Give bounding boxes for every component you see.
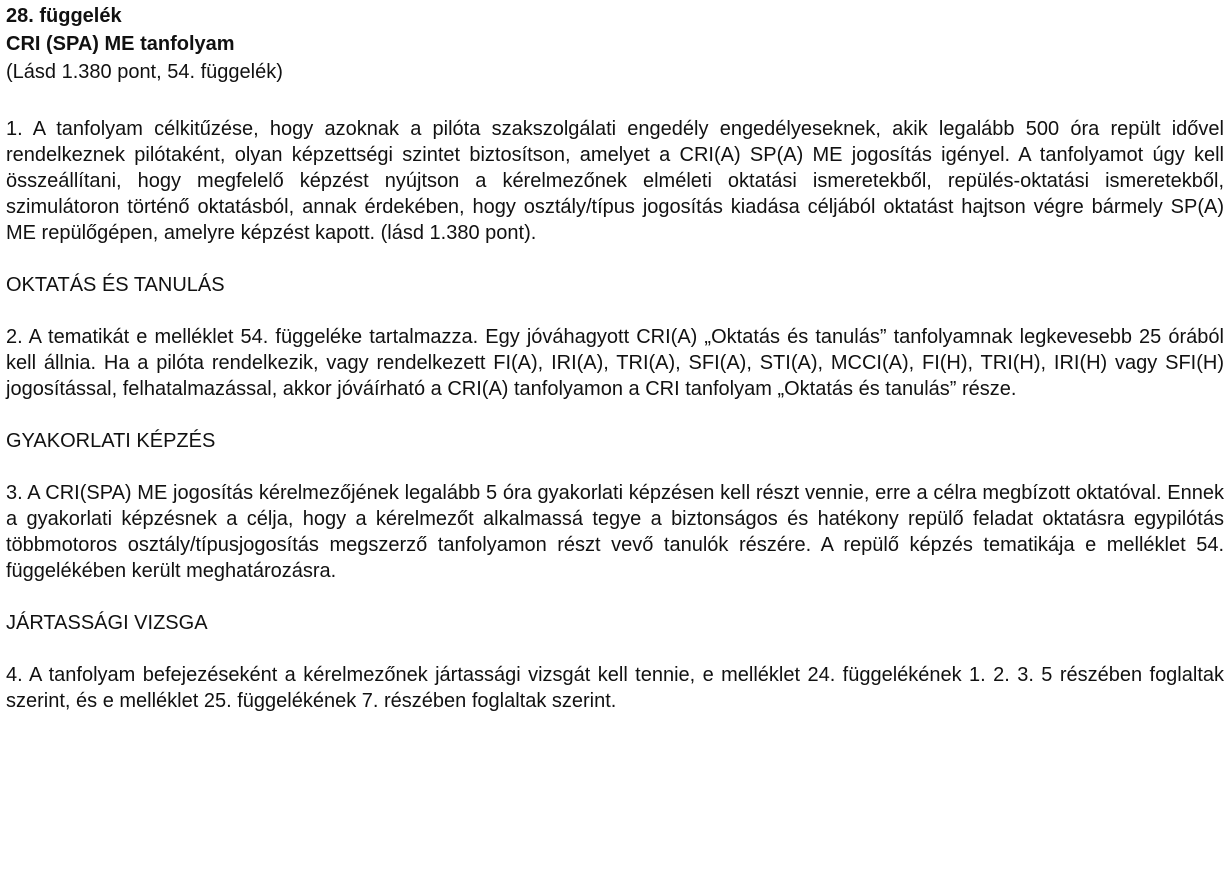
heading-practical: GYAKORLATI KÉPZÉS	[6, 430, 216, 452]
paragraph-2: 2. A tematikát e melléklet 54. függeléke tartalmazza. Egy jóváhagyott CRI(A) „Oktatás és tanulás” tanfolyamnak legkevesebb 25 órából kell állnia. Ha a pilóta rendelkezik, vagy rendelkezett FI(A), IRI(A), TRI(A), SFI(A), STI(A), MCCI(A), FI(H), TRI(H), IRI(H) vagy SFI(H) jogosítással, felhatalmazással, akkor jóváírható a CRI(A) tanfolyamon a CRI tanfolyam „Oktatás és tanulás” része.	[6, 326, 1224, 400]
spacer	[6, 246, 1224, 272]
heading-skill-test: JÁRTASSÁGI VIZSGA	[6, 612, 208, 634]
paragraph-1: 1. A tanfolyam célkitűzése, hogy azoknak a pilóta szakszolgálati engedély engedélyeseknek, akik legalább 500 óra repült idővel rendelkeznek pilótaként, olyan képzettségi szintet biztosítson, amelyet a CRI(A) SP(A) ME jogosítás igényel. A tanfolyamot úgy kell összeállítani, hogy megfelelő képzést nyújtson a kérelmezőnek elméleti oktatási ismeretekből, repülés-oktatási ismeretekből, szimulátoron történő oktatásból, annak érdekében, hogy osztály/típus jogosítás kiadása céljából oktatást hajtson végre bármely SP(A) ME repülőgépen, amelyre képzést kapott. (lásd 1.380 pont).	[6, 118, 1224, 244]
reference-note: (Lásd 1.380 pont, 54. függelék)	[6, 61, 283, 83]
heading-teaching: OKTATÁS ÉS TANULÁS	[6, 274, 225, 296]
document-page	[6, 2, 1224, 714]
paragraph-4: 4. A tanfolyam befejezéseként a kérelmezőnek jártassági vizsgát kell tennie, e melléklet 24. függelékének 1. 2. 3. 5 részében foglaltak szerint, és e melléklet 25. függelékének 7. részében foglaltak szerint.	[6, 664, 1224, 712]
spacer	[6, 86, 1224, 116]
spacer	[6, 584, 1224, 610]
document-title: CRI (SPA) ME tanfolyam	[6, 33, 235, 55]
spacer	[6, 402, 1224, 428]
spacer	[6, 298, 1224, 324]
spacer	[6, 454, 1224, 480]
appendix-number: 28. függelék	[6, 5, 122, 27]
paragraph-3: 3. A CRI(SPA) ME jogosítás kérelmezőjének legalább 5 óra gyakorlati képzésen kell részt vennie, erre a célra megbízott oktatóval. Ennek a gyakorlati képzésnek a célja, hogy a kérelmezőt alkalmassá tegye a biztonságos és hatékony repülő feladat oktatásra egypilótás többmotoros osztály/típusjogosítás megszerző tanfolyamon részt vevő tanulók részére. A repülő képzés tematikája e melléklet 54. függelékében került meghatározásra.	[6, 482, 1224, 582]
spacer	[6, 636, 1224, 662]
